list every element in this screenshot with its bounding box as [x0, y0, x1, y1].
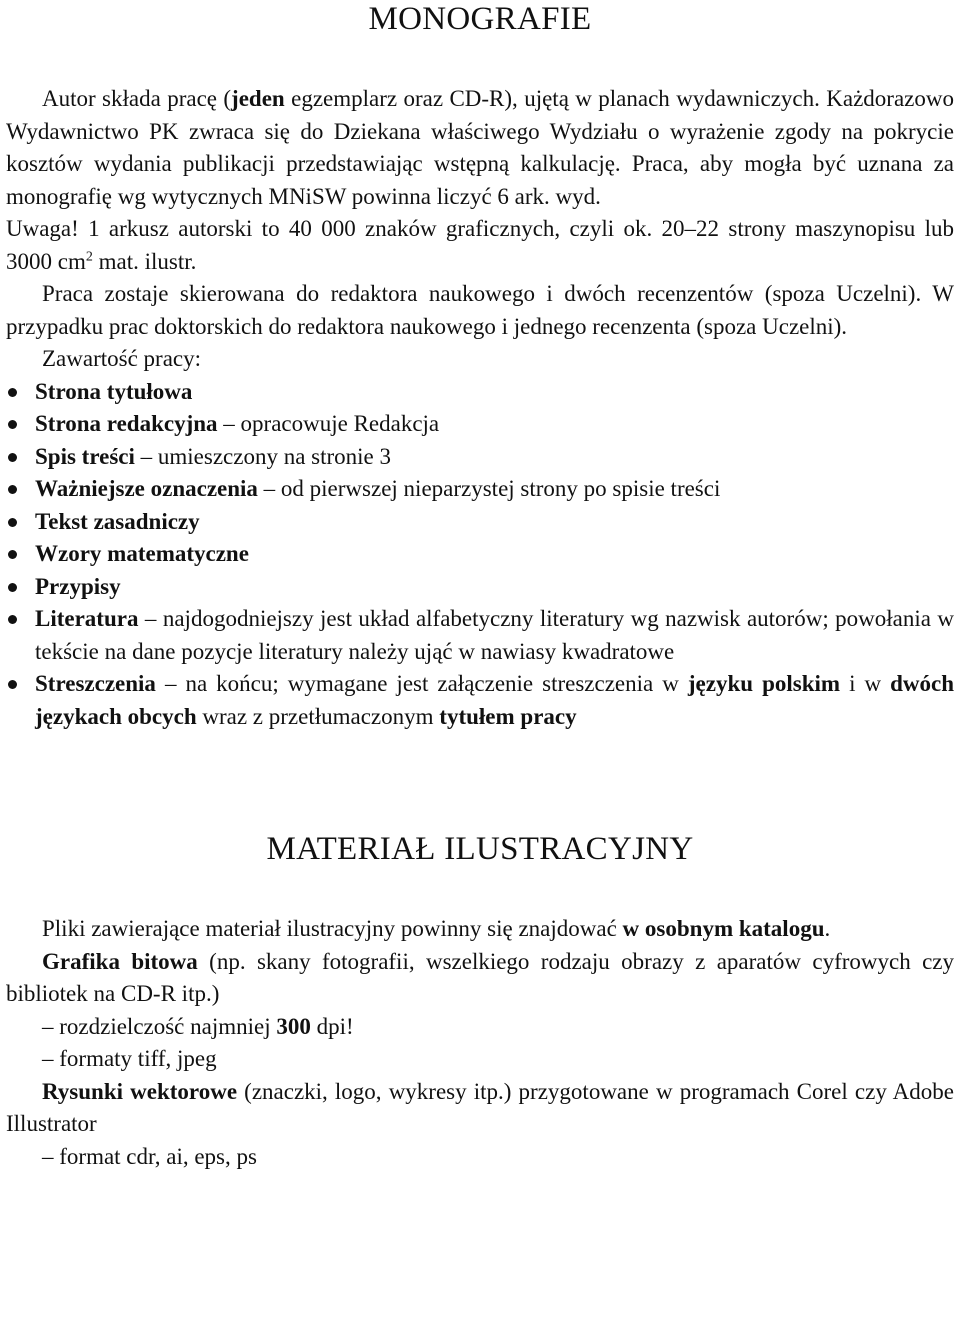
list-item-bold: Spis treści [35, 443, 135, 469]
paragraph-zawartosc: Zawartość pracy: [42, 346, 202, 371]
list-item-bold: Strona tytułowa [35, 378, 193, 404]
bullet-icon [8, 388, 17, 397]
list-item-bold: dwóch językach obcych [35, 671, 954, 729]
document-page [6, 0, 954, 1173]
list-item [6, 473, 954, 506]
rozdzielczosc-bold: 300 [276, 1013, 311, 1039]
rysunki-wektorowe-bold: Rysunki wektorowe [42, 1078, 238, 1104]
paragraph-recenzja: Praca zostaje skierowana do redaktora naukowego i dwóch recenzentów (spoza Uczelni). W przypadku prac doktorskich do redaktora naukowego i jednego recenzenta (spoza Uczelni). [6, 281, 954, 339]
list-item-bold: Tekst zasadniczy [35, 508, 200, 534]
paragraph-uwaga [6, 213, 954, 278]
paragraph-formaty: – formaty tiff, jpeg [42, 1046, 217, 1071]
list-item-text: – na końcu; wymagane jest załączenie streszczenia w [155, 671, 688, 696]
list-item [6, 376, 954, 409]
bullet-icon [8, 680, 17, 689]
paragraph-grafika-bitowa [6, 946, 954, 1011]
list-item-text: – opracowuje Redakcja [217, 411, 440, 436]
section-title-material: MATERIAŁ ILUSTRACYJNY [266, 831, 694, 867]
grafika-bitowa-bold: Grafika bitowa [42, 948, 198, 974]
contents-list [6, 376, 954, 734]
intro-text-a: Autor składa pracę ( [42, 86, 232, 111]
list-item-text: – umieszczony na stronie 3 [134, 443, 392, 469]
list-item [6, 408, 954, 441]
bullet-icon [8, 615, 17, 624]
paragraph-rysunki-wektorowe [6, 1076, 954, 1141]
uwaga-text: Uwaga! 1 arkusz autorski to 40 000 znaków graficznych, czyli ok. 20–22 strony maszynopisu lub 3000 cm [6, 216, 954, 274]
list-item [6, 506, 954, 539]
bullet-icon [8, 583, 17, 592]
uwaga-text-end: mat. ilustr. [92, 248, 197, 274]
list-item-streszczenia [6, 668, 954, 733]
list-item-text: – od pierwszej nieparzystej strony po spisie treści [257, 476, 721, 501]
pliki-text: Pliki zawierające materiał ilustracyjny powinny się znajdować [42, 916, 623, 941]
list-item-bold: Ważniejsze oznaczenia [35, 476, 258, 501]
intro-text-c: egzemplarz oraz CD-R), ujętą w planach wydawniczych. Każdorazowo Wydawnictwo PK zwraca się do Dziekana właściwego Wydziału o wyrażenie zgody na pokrycie kosztów wydania publikacji przedstawiając wstępną kalkulację. Praca, aby mogła być uznana za monografię wg wytycznych MNiSW powinna liczyć 6 ark. wyd. [6, 86, 954, 209]
section-title-monografie: MONOGRAFIE [368, 1, 592, 37]
list-item-bold: tytułem pracy [439, 703, 577, 729]
list-item-bold: języku polskim [687, 671, 841, 696]
rozdzielczosc-text-end: dpi! [310, 1013, 354, 1039]
bullet-icon [8, 453, 17, 462]
intro-bold-jeden: jeden [231, 86, 285, 111]
list-item-bold: Wzory matematyczne [35, 541, 249, 566]
list-item-bold: Strona redakcyjna [35, 411, 218, 436]
paragraph-pliki [6, 913, 954, 946]
pliki-text-end: . [824, 916, 831, 941]
bullet-icon [8, 550, 17, 559]
rysunki-wektorowe-text: (znaczki, logo, wykresy itp.) przygotowane w programach Corel czy Adobe Illustrator [6, 1078, 954, 1136]
list-item [6, 603, 954, 668]
paragraph-rozdzielczosc [6, 1011, 954, 1044]
list-item-text: wraz z przetłumaczonym [196, 703, 440, 729]
list-item-bold: Streszczenia [35, 671, 156, 696]
list-item-text: i w [840, 671, 891, 696]
bullet-icon [8, 485, 17, 494]
grafika-bitowa-text: (np. skany fotografii, wszelkiego rodzaju obrazy z aparatów cyfrowych czy bibliotek na CD-R itp.) [6, 948, 954, 1006]
list-item [6, 441, 954, 474]
list-item-bold: Literatura [35, 606, 139, 631]
paragraph-intro [6, 83, 954, 213]
list-item-bold: Przypisy [35, 573, 121, 599]
uwaga-superscript: 2 [85, 248, 93, 264]
list-item-text: – najdogodniejszy jest układ alfabetyczny literatury wg nazwisk autorów; powołania w tekście na dane pozycje literatury należy ująć w nawiasy kwadratowe [35, 606, 954, 664]
bullet-icon [8, 518, 17, 527]
pliki-bold: w osobnym katalogu [622, 916, 825, 941]
paragraph-format-cdr: – format cdr, ai, eps, ps [42, 1143, 257, 1169]
list-item [6, 538, 954, 571]
bullet-icon [8, 420, 17, 429]
rozdzielczosc-text: – rozdzielczość najmniej [42, 1013, 277, 1039]
list-item [6, 571, 954, 604]
